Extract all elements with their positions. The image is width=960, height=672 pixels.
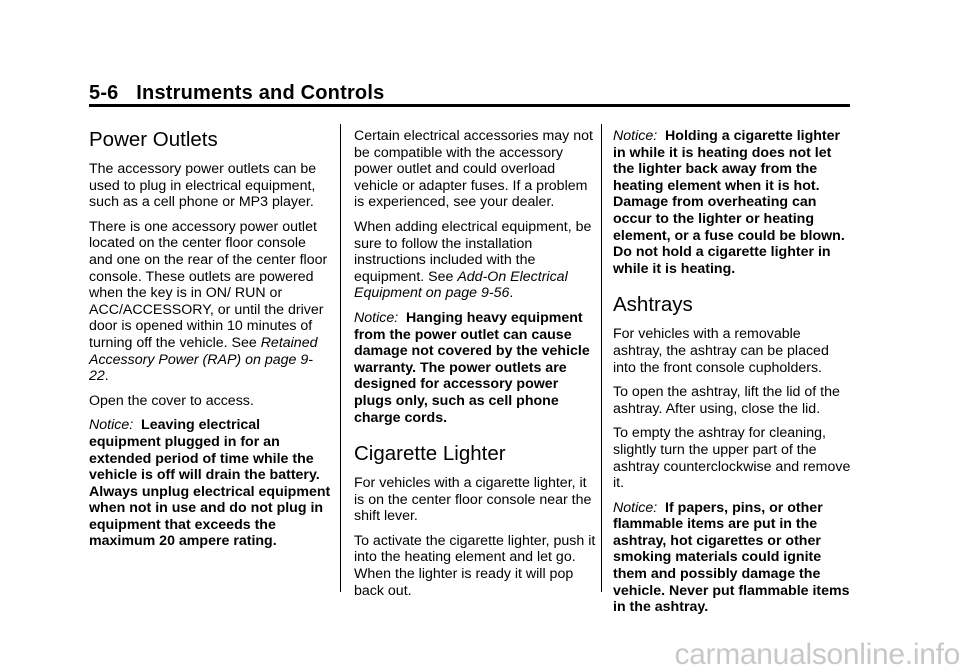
paragraph-text: There is one accessory power outlet located on the center floor console and one on the rear of the center floor console. These outlets are powered when the key is in ON/ RUN or ACC/ACCESSORY, or until the driver door is opened within 10 minutes of turning off the vehicle. See [89,218,328,351]
page-header [89,82,384,105]
rap-reference-link[interactable]: Retained Accessory Power (RAP) on page 9-22 [89,334,318,385]
column-divider-1 [340,124,341,592]
section-title: Instruments and Controls [136,82,385,104]
paragraph [354,219,597,302]
paragraph-text: When adding electrical equipment, be sure to follow the installation instructions included with the equipment. See [354,218,592,285]
paragraph: To empty the ashtray for cleaning, slightly turn the upper part of the ashtray counterclockwise and remove it. [613,425,851,492]
notice [354,310,597,426]
notice-text: Hanging heavy equipment from the power outlet can cause damage not covered by the vehicle warranty. The power outlets are designed for accessory power plugs only, such as cell phone charge cords. [354,309,590,426]
paragraph-end: . [509,285,514,302]
notice-label: Notice: [613,128,658,144]
notice-text: If papers, pins, or other flammable items are put in the ashtray, hot cigarettes or other smoking materials could ignite them and possibly damage the vehicle. Never put flammable items in the ashtray. [613,499,850,616]
paragraph: Certain electrical accessories may not be compatible with the accessory power outlet and could overload vehicle or adapter fuses. If a problem is experienced, see your dealer. [354,128,593,211]
page-number: 5-6 [89,82,119,104]
notice-text: Leaving electrical equipment plugged in for an extended period of time while the vehicle is off will drain the battery. Always unplug electrical equipment when not in use and do not plug in equipment that exceeds the maximum 20 ampere rating. [89,417,331,550]
notice [613,500,853,616]
column-1 [89,128,331,558]
paragraph: Open the cover to access. [89,392,254,409]
paragraph [89,219,331,385]
notice-label: Notice: [89,417,134,434]
paragraph-end: . [104,368,109,385]
notice-label: Notice: [354,309,399,326]
paragraph: For vehicles with a removable ashtray, the ashtray can be placed into the front console cupholders. [613,326,829,376]
notice [613,128,853,277]
column-2 [354,128,597,607]
notice-label: Notice: [613,499,658,516]
column-divider-2 [601,124,602,592]
paragraph: The accessory power outlets can be used to plug in electrical equipment, such as a cell phone or MP3 player. [89,161,317,211]
notice-text: Holding a cigarette lighter in while it is heating does not let the lighter back away from the heating element when it is hot. Damage from overheating can occur to the lighter or heating element, or a fuse could be blown. Do not hold a cigarette lighter in while it is heating. [613,128,845,277]
add-on-equipment-reference-link[interactable]: Add-On Electrical Equipment on page 9-56 [354,268,568,302]
paragraph: To activate the cigarette lighter, push it into the heating element and let go. When the lighter is ready it will pop back out. [354,532,596,599]
ashtrays-heading: Ashtrays [613,293,693,317]
paragraph: For vehicles with a cigarette lighter, it is on the center floor console near the shift lever. [354,475,592,525]
notice [89,417,331,550]
cigarette-lighter-heading: Cigarette Lighter [354,442,506,466]
power-outlets-heading: Power Outlets [89,128,218,151]
watermark: carmanualsonline.info [674,638,960,671]
header-rule [89,104,850,107]
paragraph: To open the ashtray, lift the lid of the ashtray. After using, close the lid. [613,384,840,417]
column-3 [613,128,853,624]
